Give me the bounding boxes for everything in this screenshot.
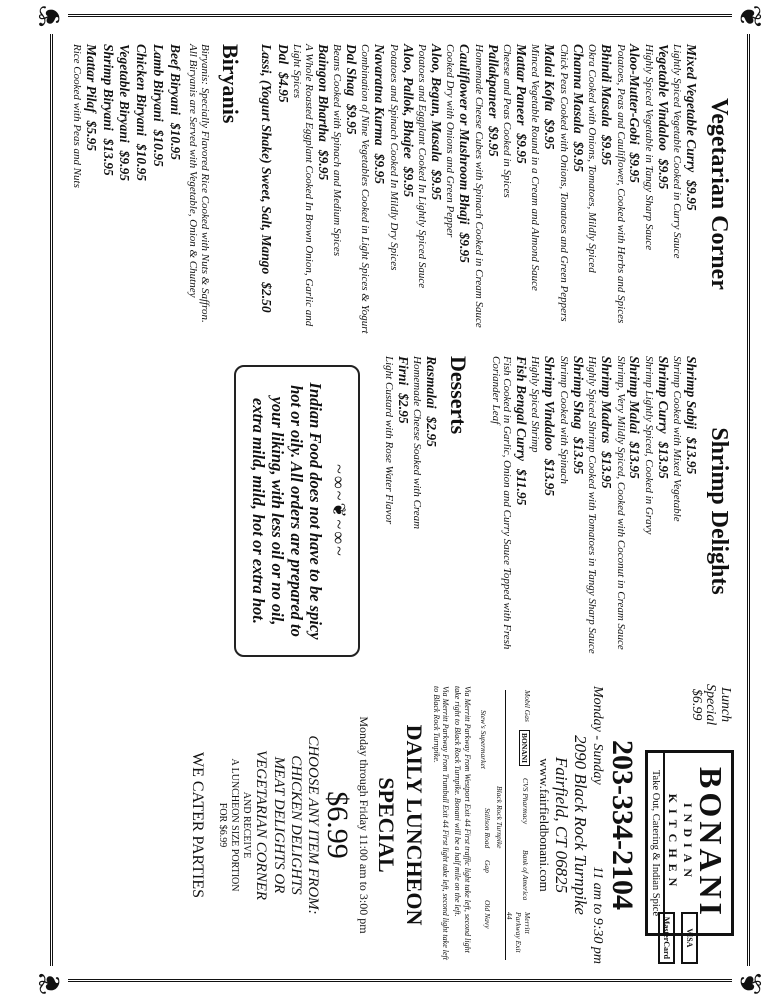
menu-item-name: Channa Masala [570, 44, 586, 134]
menu-item-name: Shrimp Malai [627, 356, 643, 434]
daily-special-portion: A LUNCHEON SIZE PORTION [229, 758, 241, 892]
menu-item [586, 44, 614, 344]
menu-item [642, 44, 670, 344]
phone-number[interactable]: 203-334-2104 [606, 740, 639, 910]
catering-note: WE CATER PARTIES [189, 751, 207, 898]
lunch-tag-line: Special [703, 684, 719, 726]
menu-item [116, 44, 133, 344]
menu-item-price: $9.95 [372, 153, 388, 185]
menu-item [614, 356, 642, 666]
address-line-1: 2090 Black Rock Turnpike [571, 735, 590, 915]
menu-item-price: $4.95 [275, 72, 291, 103]
map-label-mobil: Mobil Gas [522, 690, 532, 722]
menu-item-name: Cauliflower or Mushroom Bhaji [457, 44, 473, 225]
menu-item [586, 356, 614, 666]
shrimp-list [489, 356, 699, 666]
menu-item-price: $9.95 [117, 150, 133, 181]
menu-item-price: $13.95 [627, 441, 643, 479]
daily-special-price: $6.99 [321, 791, 355, 859]
menu-item [71, 44, 99, 344]
daily-special-option: CHICKEN DELIGHTS [288, 755, 304, 895]
menu-item-description: Homemade Cheese Cubes with Spinach Cooked in Cream Sauce [472, 44, 485, 328]
menu-item-price: $9.95 [457, 232, 473, 263]
dessert-list [382, 356, 439, 666]
restaurant-logo [645, 750, 734, 936]
menu-item-description: Rice Cooked with Peas and Nuts [71, 44, 84, 188]
menu-item-price: $9.95 [485, 126, 501, 157]
menu-item [614, 44, 642, 344]
menu-item-price: $9.95 [400, 166, 416, 198]
menu-item [132, 44, 149, 344]
menu-item [444, 44, 472, 344]
menu-item-name: Lamb Biryani [151, 44, 167, 122]
biryani-note: Biryanis: Specially Flavored Rice Cooked with Nuts & Saffron. [199, 44, 212, 323]
menu-item-description: Potatoes and Spinach Cooked In Mildly Dry Spices [387, 44, 400, 271]
opening-hours [589, 680, 605, 970]
menu-item [166, 44, 183, 344]
flourish-ornament-icon: ~∞~❦~∞~ [329, 464, 350, 558]
menu-item [642, 356, 670, 666]
location-map [474, 690, 532, 960]
menu-item-description: Shrimp Lightly Spiced, Cooked in Gravy [642, 356, 655, 535]
menu-item [359, 44, 387, 344]
menu-item-description: Homemade Cheese Soaked with Cream [411, 356, 424, 530]
map-label-gap: Gap [482, 860, 492, 873]
biryani-note: All Biryanis are Served with Vegetable, Onion & Chutney [186, 44, 199, 298]
menu-item-name: Aloo, Begun, Masala [428, 44, 444, 162]
daily-special-choose: CHOOSE ANY ITEM FROM: [305, 735, 322, 915]
menu-item-price: $2.95 [395, 393, 411, 424]
menu-item-price: $13.95 [655, 441, 671, 479]
corner-ornament-icon: ❦ [34, 966, 68, 1000]
spice-notice-text: Indian Food does not have to be spicy hot or oily. All orders are prepared to your liking, with less oil or no oil, extra mild, mild, hot or extra hot. [249, 382, 326, 640]
menu-item-name: Navaratna Kurma [372, 44, 388, 146]
directions-westport: Via Merritt Parkway From Westport Exit 44 First traffic light take left, second light take right to Black Rock Turnpike. Bonani will be a half mile on the left. [453, 686, 472, 953]
menu-item [529, 356, 557, 666]
menu-item-name: Dal Shag [343, 44, 359, 97]
menu-item-name: Pallakpaneer [485, 44, 501, 119]
menu-item-name: Beef Biryani [167, 44, 183, 115]
daily-special-receive: AND RECEIVE [241, 791, 253, 859]
menu-item-name: Shrimp Curry [655, 356, 671, 434]
menu-item [382, 356, 410, 666]
menu-item-name: Rasmalai [424, 356, 440, 409]
menu-item-price: $2.95 [424, 416, 440, 447]
menu-item-name: Fish Bengal Curry [513, 356, 529, 462]
lunch-tag-line: Lunch [718, 687, 733, 723]
menu-item [671, 44, 699, 344]
map-label-turnpike: Black Rock Turnpike [494, 786, 504, 849]
menu-item [557, 356, 585, 666]
menu-item-description: Beans Cooked with Spinach and Medium Spices [331, 44, 344, 257]
menu-item-description: Lightly Spiced Vegetable Cooked in Curry Sauce [671, 44, 684, 259]
menu-item-description: Highly Spiced Shrimp [529, 356, 542, 453]
menu-item-description: Chick Peas Cooked with Onions, Tomatoes and Green Peppers [557, 44, 570, 322]
menu-item-name: Baingon Bhartha [315, 44, 331, 142]
menu-item-name: Lassi, (Yogurt Shake) Sweet, Salt, Mango [258, 44, 274, 275]
menu-item-description: Minced Vegetable Round in a Cream and Almond Sauce [529, 44, 542, 291]
map-label-oldnavy: Old Navy [482, 900, 492, 929]
daily-luncheon-special [188, 680, 428, 970]
menu-item-description: Okra Cooked with Onions, Tomatoes, Mildly Spiced [586, 44, 599, 273]
section-title-biryanis: Biryanis [218, 44, 244, 124]
menu-item-description: Cheese and Peas Cooked in Spices [501, 44, 514, 198]
menu-item-price: $9.95 [513, 133, 529, 164]
daily-special-option: MEAT DELIGHTS OR [270, 756, 287, 894]
menu-item [99, 44, 116, 344]
menu-item-name: Mattar Paneer [513, 44, 529, 126]
menu-item [472, 44, 500, 344]
menu-item [257, 44, 274, 344]
column-shrimp-desserts [234, 356, 732, 666]
brand-tagline: Take Out, Catering & Indian Spice [648, 753, 665, 933]
brand-name: BONANI [693, 766, 729, 919]
menu-item-price: $10.95 [134, 143, 150, 182]
menu-item [489, 356, 529, 666]
menu-item-price: $13.95 [542, 458, 558, 497]
menu-item-price: $10.95 [151, 129, 167, 167]
menu-item-price: $9.95 [315, 149, 331, 181]
menu-item-name: Shrimp Biryani [100, 44, 116, 131]
menu-item [291, 44, 331, 344]
menu-item [331, 44, 359, 344]
menu-item-name: Bhindi Masala [598, 44, 614, 127]
menu-item-price: $9.95 [684, 180, 699, 211]
menu-item-name: Vegetable Biryani [117, 44, 133, 143]
menu-item [557, 44, 585, 344]
menu-item-price: $11.95 [513, 469, 529, 506]
corner-ornament-icon: ❦ [732, 966, 766, 1000]
menu-item-description: Light Custard with Rose Water Flavor [382, 356, 395, 525]
opening-time: 11 am to 9:30 pm [590, 866, 605, 964]
menu-item [149, 44, 166, 344]
menu-item-description: Highly Spiced Shrimp Cooked with Tomatoes in Tangy Sharp Sauce [586, 356, 599, 654]
daily-special-for-price: FOR $6.99 [217, 802, 229, 848]
menu-item [274, 44, 291, 344]
menu-item-description: Potatoes and Eggplant Cooked In Lightly Spiced Sauce [416, 44, 429, 289]
section-title-desserts: Desserts [446, 356, 472, 435]
corner-ornament-icon: ❦ [732, 0, 766, 34]
menu-item-price: $9.95 [542, 119, 558, 150]
corner-ornament-icon: ❦ [34, 0, 68, 34]
address-line-2: Fairfield, CT 06825 [552, 756, 572, 894]
menu-item-price: $9.95 [655, 158, 671, 190]
menu-item-description: Fish Cooked in Garlic, Onion and Curry Sauce Topped with Fresh Coriander Leaf [489, 356, 514, 650]
menu-item-price: $9.95 [343, 104, 359, 135]
menu-item-description: A Whole Roasted Eggplant Cooked In Brown Onion, Garlic and Light Spices [291, 44, 315, 327]
menu-item-name: Shrimp Shag [570, 356, 586, 430]
menu-item-price: $9.95 [598, 134, 614, 166]
directions-trumbull: Via Merritt Parkway From Trumbull Exit 44 First light take left, second light take left to Black Rock Turnpike. [431, 686, 451, 960]
daily-special-title: DAILY LUNCHEON [402, 724, 428, 926]
mastercard-icon: MasterCard [658, 912, 675, 964]
menu-item-price: $9.95 [428, 169, 444, 201]
menu-item-description: Highly Spiced Vegetable in Tangy Sharp Sauce [642, 44, 655, 251]
menu-item-name: Shrimp Vindaloo [542, 356, 558, 451]
menu-item-description: Shrimp Cooked with Mixed Vegetable [671, 356, 684, 522]
menu-item-name: Mixed Vegetable Curry [684, 44, 699, 173]
section-title-vegetarian: Vegetarian Corner [706, 98, 732, 290]
website-link[interactable]: www.fairfieldbonani.com [536, 758, 552, 892]
menu-item-price: $13.95 [684, 437, 699, 475]
spice-notice [234, 365, 360, 657]
lunch-tag-price: $6.99 [688, 688, 704, 721]
column-vegetarian-biryanis [71, 44, 732, 344]
menu-item-price: $13.95 [598, 451, 614, 489]
menu-item-price: $2.50 [258, 282, 274, 313]
map-label-merritt: Merritt Parkway Exit 44 [504, 912, 532, 953]
menu-item-name: Vegetable Vindaloo [655, 44, 671, 151]
map-label-cvs: CVS Pharmacy [520, 778, 530, 825]
menu-item [416, 44, 444, 344]
menu-item-description: Potatoes, Peas and Cauliflower, Cooked with Herbs and Spices [614, 44, 627, 324]
menu-item-price: $13.95 [570, 437, 586, 475]
menu-item-name: Aloo, Pallok, Bhajee [400, 44, 416, 159]
menu-item-description: Cooked Dry with Onions and Green Pepper [444, 44, 457, 238]
menu-item-name: Shrimp Sabji [684, 356, 699, 430]
menu-item [501, 44, 529, 344]
payment-cards [658, 912, 698, 964]
brand-subtitle: INDIAN KITCHEN [666, 793, 695, 893]
visa-card-icon: VISA [681, 912, 698, 964]
vegetarian-list [257, 44, 699, 344]
opening-days: Monday - Sunday [590, 686, 605, 785]
menu-item-name: Mattar Pilaf [83, 44, 99, 113]
biryani-list [71, 44, 183, 344]
map-label-stillson: Stillson Road [482, 808, 492, 849]
daily-special-option: VEGETARIAN CORNER [253, 749, 270, 901]
menu-item-description: Shrimp, Very Mildly Spiced, Cooked with Coconut in Cream Sauce [614, 356, 627, 650]
menu-item [529, 44, 557, 344]
daily-special-time: Monday through Friday 11:00 am to 3:00 pm [357, 716, 372, 934]
column-restaurant-info [188, 680, 738, 970]
menu-item-price: $10.95 [167, 122, 183, 160]
menu-item-price: $13.95 [100, 138, 116, 176]
menu-item [671, 356, 699, 666]
menu-item-name: Aloo-Mutter-Gobi [627, 44, 643, 145]
menu-item-name: Dal [275, 44, 291, 65]
menu-item-price: $9.95 [627, 152, 643, 183]
lunch-special-tag [688, 684, 732, 725]
menu-item-price: $5.95 [83, 120, 99, 152]
menu-item-name: Firni [395, 356, 411, 386]
section-title-shrimp: Shrimp Delights [706, 427, 732, 595]
menu-item-description: Shrimp Cooked with Spinach [557, 356, 570, 485]
menu-item [387, 44, 415, 344]
menu-item-name: Malai Kofta [542, 44, 558, 112]
menu-item-description: Combination of Nine Vegetables Cooked in Light Spices & Yogurt [359, 44, 372, 334]
map-label-stew: Stew's Supermarket [478, 710, 488, 769]
map-label-bank: Bank of America [520, 850, 530, 901]
daily-special-title: SPECIAL [374, 777, 400, 873]
menu-item-name: Chicken Biryani [134, 44, 150, 136]
map-label-bonani: BONANI [519, 730, 530, 766]
menu-item [411, 356, 439, 666]
menu-item-price: $9.95 [570, 141, 586, 173]
menu-item-name: Shrimp Madras [598, 356, 614, 444]
